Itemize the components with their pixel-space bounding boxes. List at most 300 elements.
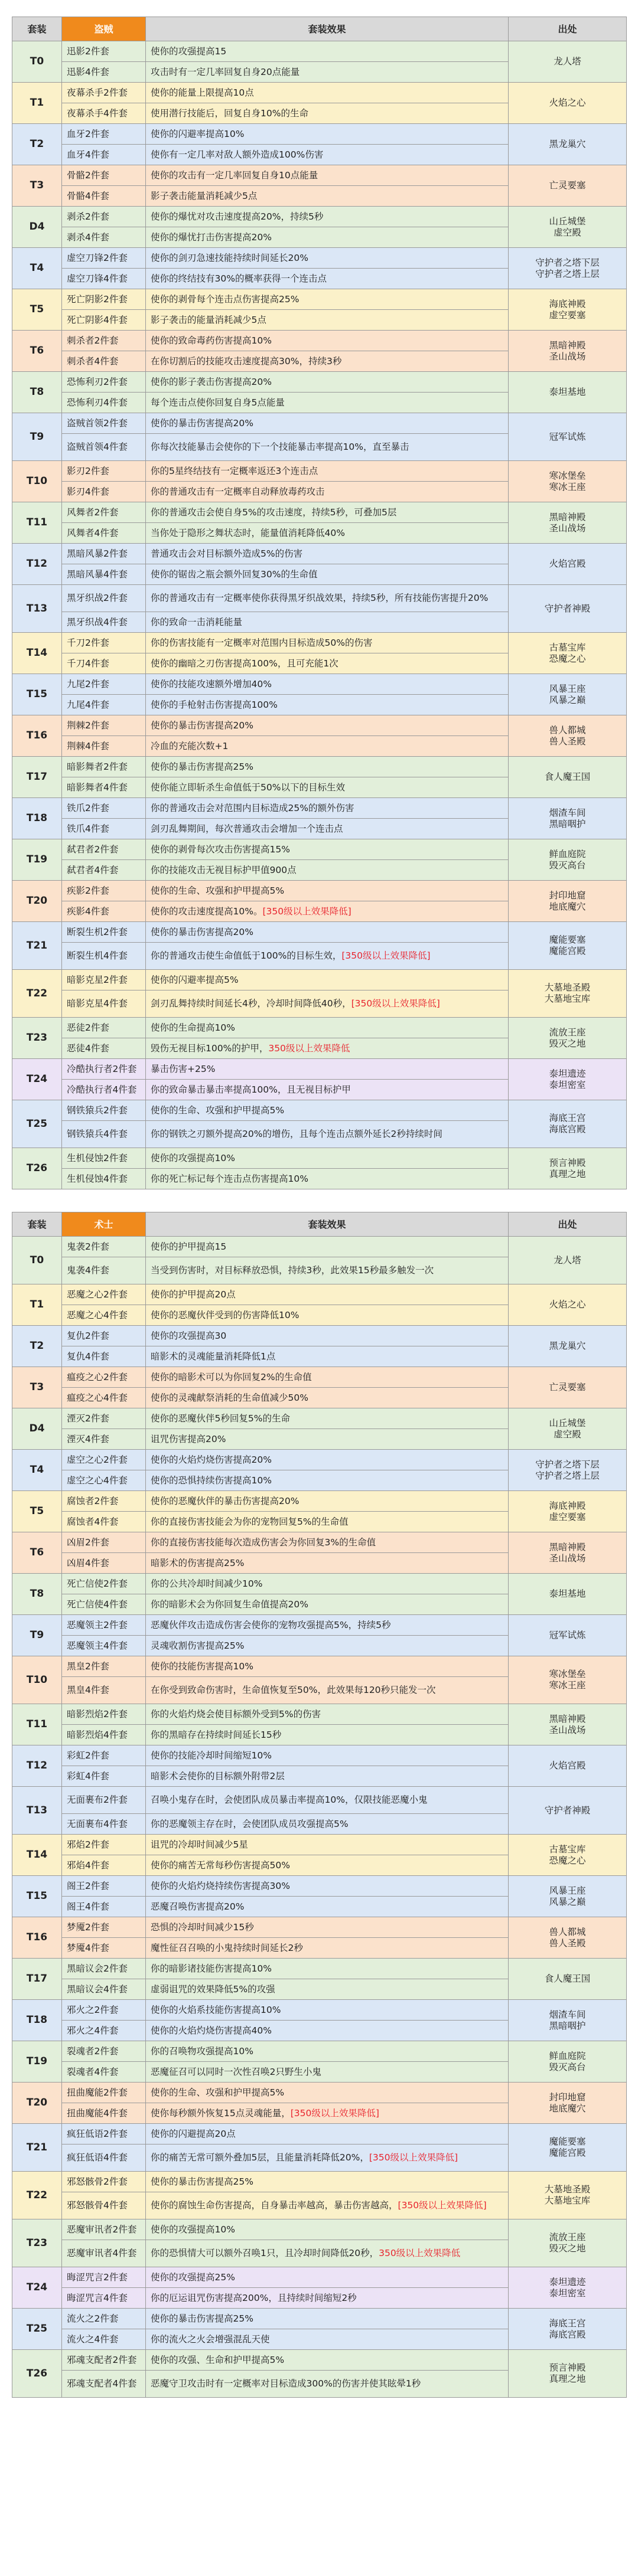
set-name-cell: 邪火之2件套	[62, 2000, 146, 2021]
source-cell: 泰坦遗迹 泰坦密室	[509, 1059, 627, 1100]
level-note: [350级以上效果降低]	[351, 998, 440, 1009]
effect-cell: 使你的暗影术可以为你回复2%的生命值	[146, 1367, 509, 1388]
table-row	[12, 372, 627, 393]
set-name-cell: 断裂生机2件套	[62, 922, 146, 943]
set-name-cell: 恐怖利刃4件套	[62, 393, 146, 413]
tier-cell: T20	[12, 2083, 62, 2124]
level-note: [350级以上效果降低]	[341, 950, 431, 961]
effect-cell: 使你的暴击伤害提高20%	[146, 413, 509, 434]
table-row	[12, 1408, 627, 1429]
source-cell: 冠军试炼	[509, 413, 627, 461]
set-name-cell: 恶魔领主4件套	[62, 1636, 146, 1656]
effect-cell: 你的普通攻击有一定概率使你获得黑牙织战效果，持续5秒，所有技能伤害提升20%	[146, 585, 509, 612]
set-name-cell: 盗贼首领2件套	[62, 413, 146, 434]
effect-cell: 使你的攻强、生命和护甲提高5%	[146, 2350, 509, 2371]
table-gap	[12, 1189, 626, 1212]
set-name-cell: 冷酷执行者4件套	[62, 1080, 146, 1100]
effect-cell: 攻击时有一定几率回复自身20点能量	[146, 62, 509, 83]
effect-cell: 你的直接伤害技能每次造成伤害会为你回复3%的生命值	[146, 1532, 509, 1553]
tier-cell: T16	[12, 1917, 62, 1959]
source-cell: 预言神殿 真理之地	[509, 1148, 627, 1189]
effect-cell: 使你的火焰灼烧伤害提高20%	[146, 1450, 509, 1470]
tier-cell: T4	[12, 1450, 62, 1491]
source-cell: 冠军试炼	[509, 1615, 627, 1656]
tier-cell: T5	[12, 1491, 62, 1532]
effect-cell: 暗影术的灵魂能量消耗降低1点	[146, 1346, 509, 1367]
tier-cell: T0	[12, 1237, 62, 1284]
table-row	[12, 585, 627, 612]
set-name-cell: 生机侵蚀4件套	[62, 1169, 146, 1189]
set-name-cell: 荆棘2件套	[62, 715, 146, 736]
effect-cell: 使你的影子袭击伤害提高20%	[146, 372, 509, 393]
set-name-cell: 瘟疫之心2件套	[62, 1367, 146, 1388]
tier-cell: T15	[12, 1876, 62, 1917]
effect-cell: 使你的攻强提高25%	[146, 2267, 509, 2288]
set-name-cell: 弑君者2件套	[62, 839, 146, 860]
set-name-cell: 恶魔领主2件套	[62, 1615, 146, 1636]
table-row	[12, 1491, 627, 1512]
effect-cell: 暗影术的伤害提高25%	[146, 1553, 509, 1574]
table-row	[12, 1450, 627, 1470]
effect-cell: 使你的生命、攻强和护甲提高5%	[146, 1100, 509, 1121]
set-name-cell: 鬼袭2件套	[62, 1237, 146, 1257]
effect-cell: 你的恶魔领主存在时，会使团队成员攻强提高5%	[146, 1814, 509, 1835]
table-row	[12, 2309, 627, 2329]
effect-cell: 使你的护甲提高20点	[146, 1284, 509, 1305]
table-row	[12, 1656, 627, 1677]
set-name-cell: 风舞者4件套	[62, 523, 146, 544]
tier-cell: T26	[12, 2350, 62, 2398]
set-name-cell: 鬼袭4件套	[62, 1257, 146, 1284]
set-name-cell: 扭曲魔能4件套	[62, 2103, 146, 2124]
source-cell: 火焰宫殿	[509, 544, 627, 585]
set-name-cell: 邪火之4件套	[62, 2021, 146, 2041]
table-row	[12, 289, 627, 310]
tier-cell: T24	[12, 2267, 62, 2309]
source-cell: 流放王座 毁灭之地	[509, 1018, 627, 1059]
effect-cell: 灵魂收割伤害提高25%	[146, 1636, 509, 1656]
table-row	[12, 124, 627, 145]
effect-cell: 使你的闪避率提高10%	[146, 124, 509, 145]
tier-cell: T14	[12, 1835, 62, 1876]
tier-cell: T3	[12, 1367, 62, 1408]
effect-cell: 使你的锯齿之瓶会额外回复30%的生命值	[146, 564, 509, 585]
set-name-cell: 暗影克星4件套	[62, 990, 146, 1018]
tier-cell: T18	[12, 798, 62, 839]
set-tables	[12, 17, 626, 2398]
effect-cell: 使你的攻强提高10%	[146, 2219, 509, 2240]
set-name-cell: 铁爪2件套	[62, 798, 146, 819]
set-name-cell: 黑暗议会2件套	[62, 1959, 146, 1979]
tier-cell: T23	[12, 2219, 62, 2267]
set-name-cell: 骨骼4件套	[62, 186, 146, 207]
set-name-cell: 黑牙织战4件套	[62, 612, 146, 633]
set-name-cell: 虚空刀锋4件套	[62, 269, 146, 289]
set-name-cell: 千刀4件套	[62, 653, 146, 674]
effect-cell: 你的恐惧情大可以额外召唤1只，且冷却时间降低20秒，350级以上效果降低	[146, 2240, 509, 2267]
header-set: 套装	[12, 1212, 62, 1237]
set-name-cell: 邪魂支配者2件套	[62, 2350, 146, 2371]
set-name-cell: 恶魔之心4件套	[62, 1305, 146, 1326]
set-name-cell: 恶魔审讯者2件套	[62, 2219, 146, 2240]
header-source: 出处	[509, 1212, 627, 1237]
effect-cell: 使你每秒额外恢复15点灵魂能量，[350级以上效果降低]	[146, 2103, 509, 2124]
tier-cell: T9	[12, 413, 62, 461]
effect-cell: 你的普通攻击使生命值低于100%的目标生效，[350级以上效果降低]	[146, 943, 509, 970]
effect-cell: 使你的护甲提高15	[146, 1237, 509, 1257]
effect-cell: 你每次技能暴击会使你的下一个技能暴击率提高10%，直至暴击	[146, 434, 509, 461]
source-cell: 海底王宫 海底宫殿	[509, 1100, 627, 1148]
header-effect: 套装效果	[146, 1212, 509, 1237]
table-row	[12, 1284, 627, 1305]
page	[12, 0, 626, 2398]
table-row	[12, 881, 627, 901]
table-row	[12, 544, 627, 564]
source-cell: 黑暗神殿 圣山战场	[509, 502, 627, 544]
set-name-cell: 铁爪4件套	[62, 819, 146, 839]
set-name-cell: 暗影克星2件套	[62, 970, 146, 990]
header-set: 套装	[12, 17, 62, 41]
effect-cell: 你的暗影术会为你回复生命值提高20%	[146, 1594, 509, 1615]
source-cell: 海底神殿 虚空要塞	[509, 1491, 627, 1532]
effect-cell: 使你的恶魔伙伴的暴击伤害提高20%	[146, 1491, 509, 1512]
tier-cell: T14	[12, 633, 62, 674]
table-row	[12, 2124, 627, 2145]
table-row	[12, 1148, 627, 1169]
header-class: 术士	[62, 1212, 146, 1237]
source-cell: 守护者神殿	[509, 585, 627, 633]
set-name-cell: 死亡阴影2件套	[62, 289, 146, 310]
table-row	[12, 1876, 627, 1897]
tier-cell: T2	[12, 1326, 62, 1367]
set-name-cell: 刺杀者4件套	[62, 351, 146, 372]
effect-cell: 使你的生命提高10%	[146, 1018, 509, 1038]
source-cell: 亡灵要塞	[509, 1367, 627, 1408]
effect-cell: 暗影术会使你的目标额外附带2层	[146, 1766, 509, 1787]
table-row	[12, 674, 627, 695]
effect-cell: 使你的技能冷却时间缩短10%	[146, 1745, 509, 1766]
effect-cell: 冷血的充能次数+1	[146, 736, 509, 757]
effect-cell: 使你的腐蚀生命伤害提高，自身暴击率越高，暴击伤害越高，[350级以上效果降低]	[146, 2192, 509, 2219]
source-cell: 泰坦基地	[509, 1574, 627, 1615]
tier-cell: T2	[12, 124, 62, 165]
source-cell: 兽人都城 兽人圣殿	[509, 715, 627, 757]
effect-cell: 虚弱诅咒的效果降低5%的攻强	[146, 1979, 509, 2000]
set-name-cell: 邪焰4件套	[62, 1855, 146, 1876]
tier-cell: T20	[12, 881, 62, 922]
table-row	[12, 1745, 627, 1766]
source-cell: 火焰宫殿	[509, 1745, 627, 1787]
table-row	[12, 1326, 627, 1346]
effect-cell: 使你的致命毒药伤害提高10%	[146, 331, 509, 351]
source-cell: 寒冰堡垒 寒冰王座	[509, 1656, 627, 1704]
set-name-cell: 疯狂低语2件套	[62, 2124, 146, 2145]
set-name-cell: 断裂生机4件套	[62, 943, 146, 970]
table-row	[12, 1787, 627, 1814]
source-cell: 封印地窟 地底魔穴	[509, 2083, 627, 2124]
source-cell: 兽人都城 兽人圣殿	[509, 1917, 627, 1959]
tier-cell: T12	[12, 544, 62, 585]
source-cell: 火焰之心	[509, 1284, 627, 1326]
set-name-cell: 湮灭4件套	[62, 1429, 146, 1450]
table-row	[12, 1704, 627, 1725]
tier-cell: T25	[12, 2309, 62, 2350]
set-name-cell: 虚空刀锋2件套	[62, 248, 146, 269]
effect-cell: 使你的攻击速度提高10%。[350级以上效果降低]	[146, 901, 509, 922]
table-row	[12, 331, 627, 351]
tier-cell: T1	[12, 83, 62, 124]
tier-cell: D4	[12, 207, 62, 248]
tier-cell: T18	[12, 2000, 62, 2041]
table-row	[12, 461, 627, 482]
set-name-cell: 影刃2件套	[62, 461, 146, 482]
table-row	[12, 83, 627, 103]
tier-cell: T1	[12, 1284, 62, 1326]
table-row	[12, 2083, 627, 2103]
source-cell: 烟渣车间 黑暗咽护	[509, 2000, 627, 2041]
set-name-cell: 复仇4件套	[62, 1346, 146, 1367]
tier-cell: T3	[12, 165, 62, 207]
source-cell: 食人魔王国	[509, 757, 627, 798]
set-name-cell: 邪怒骸骨2件套	[62, 2172, 146, 2192]
set-name-cell: 疾影2件套	[62, 881, 146, 901]
source-cell: 大墓地圣殿 大墓地宝库	[509, 2172, 627, 2219]
tier-cell: T15	[12, 674, 62, 715]
set-name-cell: 恶徒4件套	[62, 1038, 146, 1059]
set-name-cell: 黑暗风暴2件套	[62, 544, 146, 564]
effect-cell: 使你的攻强提高10%	[146, 1148, 509, 1169]
effect-cell: 诅咒的冷却时间减少5星	[146, 1835, 509, 1855]
set-name-cell: 冷酷执行者2件套	[62, 1059, 146, 1080]
tier-cell: T17	[12, 757, 62, 798]
effect-cell: 使你的生命、攻强和护甲提高5%	[146, 2083, 509, 2103]
level-note: [350级以上效果降低]	[262, 905, 351, 917]
table-row	[12, 1100, 627, 1121]
table-row	[12, 1018, 627, 1038]
tier-cell: T4	[12, 248, 62, 289]
set-name-cell: 钢铁猿兵4件套	[62, 1121, 146, 1148]
set-name-cell: 恶徒2件套	[62, 1018, 146, 1038]
tier-cell: T9	[12, 1615, 62, 1656]
set-name-cell: 扭曲魔能2件套	[62, 2083, 146, 2103]
source-cell: 龙人塔	[509, 1237, 627, 1284]
effect-cell: 恶魔召唤伤害提高20%	[146, 1897, 509, 1917]
set-name-cell: 迅影2件套	[62, 41, 146, 62]
effect-cell: 使你的爆忧对攻击速度提高20%，持续5秒	[146, 207, 509, 227]
level-note: [350级以上效果降低]	[290, 2107, 379, 2119]
effect-cell: 使你的暴击伤害提高25%	[146, 2172, 509, 2192]
source-cell: 古墓宝库 恐魔之心	[509, 1835, 627, 1876]
effect-cell: 在你切割后的技能攻击速度提高30%，持续3秒	[146, 351, 509, 372]
set-name-cell: 恶魔审讯者4件套	[62, 2240, 146, 2267]
source-cell: 流放王座 毁灭之地	[509, 2219, 627, 2267]
source-cell: 鲜血庭院 毁灭高台	[509, 839, 627, 881]
effect-cell: 你的技能攻击无视目标护甲值900点	[146, 860, 509, 881]
source-cell: 火焰之心	[509, 83, 627, 124]
set-name-cell: 骨骼2件套	[62, 165, 146, 186]
source-cell: 魔能要塞 魔能宫殿	[509, 922, 627, 970]
effect-cell: 你的5星终结技有一定概率返还3个连击点	[146, 461, 509, 482]
set-name-cell: 无面裹布4件套	[62, 1814, 146, 1835]
set-name-cell: 彩虹4件套	[62, 1766, 146, 1787]
tier-cell: T25	[12, 1100, 62, 1148]
effect-cell: 你的流火之火会增强混乱天使	[146, 2329, 509, 2350]
effect-cell: 使你的火焰系技能伤害提高10%	[146, 2000, 509, 2021]
effect-cell: 使你的暴击伤害提高20%	[146, 922, 509, 943]
set-name-cell: 凶眉2件套	[62, 1532, 146, 1553]
effect-cell: 诅咒伤害提高20%	[146, 1429, 509, 1450]
set-name-cell: 阁王4件套	[62, 1897, 146, 1917]
tier-cell: T19	[12, 2041, 62, 2083]
effect-cell: 使你的幽暗之刃伤害提高100%，且可充能1次	[146, 653, 509, 674]
table-row	[12, 633, 627, 653]
tier-cell: T12	[12, 1745, 62, 1787]
set-name-cell: 影刃4件套	[62, 482, 146, 502]
set-name-cell: 阁王2件套	[62, 1876, 146, 1897]
source-cell: 黑暗神殿 圣山战场	[509, 331, 627, 372]
set-name-cell: 暗影烈焰4件套	[62, 1725, 146, 1745]
effect-cell: 在你受到致命伤害时，生命值恢复至50%，此效果每120秒只能发一次	[146, 1677, 509, 1704]
effect-cell: 你的暗影诸技能伤害提高10%	[146, 1959, 509, 1979]
set-name-cell: 暗影烈焰2件套	[62, 1704, 146, 1725]
set-name-cell: 裂魂者2件套	[62, 2041, 146, 2062]
effect-cell: 你的死亡标记每个连击点伤害提高10%	[146, 1169, 509, 1189]
table-row	[12, 2350, 627, 2371]
effect-cell: 当你处于隐形之舞状态时，能量值消耗降低40%	[146, 523, 509, 544]
set-name-cell: 暗影舞者4件套	[62, 777, 146, 798]
source-cell: 海底神殿 虚空要塞	[509, 289, 627, 331]
table-row	[12, 2219, 627, 2240]
table-row	[12, 1959, 627, 1979]
effect-cell: 恐惧的冷却时间减少15秒	[146, 1917, 509, 1938]
set-name-cell: 千刀2件套	[62, 633, 146, 653]
tier-cell: T11	[12, 1704, 62, 1745]
effect-cell: 使你的技能攻速额外增加40%	[146, 674, 509, 695]
table-row	[12, 41, 627, 62]
effect-cell: 使你能立即斩杀生命值低于50%以下的目标生效	[146, 777, 509, 798]
source-cell: 山丘城堡 虚空殿	[509, 1408, 627, 1450]
header-row	[12, 1212, 627, 1237]
effect-cell: 当受到伤害时，对目标释放恐惧，持续3秒，此效果15秒最多触发一次	[146, 1257, 509, 1284]
tier-cell: T21	[12, 922, 62, 970]
tier-cell: T24	[12, 1059, 62, 1100]
set-name-cell: 盗贼首领4件套	[62, 434, 146, 461]
table-row	[12, 413, 627, 434]
effect-cell: 剑刃乱舞期间，每次普通攻击会增加一个连击点	[146, 819, 509, 839]
effect-cell: 使你的手枪射击伤害提高100%	[146, 695, 509, 715]
header-class: 盗贼	[62, 17, 146, 41]
effect-cell: 恶魔伙伴攻击造成伤害会使你的宠物攻强提高5%，持续5秒	[146, 1615, 509, 1636]
tier-cell: T6	[12, 331, 62, 372]
header-source: 出处	[509, 17, 627, 41]
set-name-cell: 刺杀者2件套	[62, 331, 146, 351]
tier-cell: T22	[12, 2172, 62, 2219]
source-cell: 风暴王座 风暴之巅	[509, 674, 627, 715]
set-name-cell: 梦魇4件套	[62, 1938, 146, 1959]
table-row	[12, 1237, 627, 1257]
effect-cell: 使你的暴击伤害提高20%	[146, 715, 509, 736]
set-name-cell: 腐蚀者2件套	[62, 1491, 146, 1512]
table-row	[12, 922, 627, 943]
tier-cell: T8	[12, 372, 62, 413]
source-cell: 烟渣车间 黑暗咽护	[509, 798, 627, 839]
table-row	[12, 1367, 627, 1388]
effect-cell: 使你的暴击伤害提高25%	[146, 757, 509, 777]
table-row	[12, 1059, 627, 1080]
tier-cell: T0	[12, 41, 62, 83]
effect-cell: 使你的终结技有30%的概率获得一个连击点	[146, 269, 509, 289]
effect-cell: 你的厄运诅咒伤害提高200%，且持续时间缩短2秒	[146, 2288, 509, 2309]
set-name-cell: 晦涩咒言2件套	[62, 2267, 146, 2288]
effect-cell: 恶魔守卫攻击时有一定概率对目标造成300%的伤害并使其眩晕1秒	[146, 2371, 509, 2398]
set-name-cell: 黑暗风暴4件套	[62, 564, 146, 585]
source-cell: 守护者神殿	[509, 1787, 627, 1835]
effect-cell: 每个连击点使你回复自身5点能量	[146, 393, 509, 413]
effect-cell: 毁伤无视目标100%的护甲，350级以上效果降低	[146, 1038, 509, 1059]
table-row	[12, 970, 627, 990]
effect-cell: 你的普通攻击会对范围内目标造成25%的额外伤害	[146, 798, 509, 819]
source-cell: 黑龙巢穴	[509, 124, 627, 165]
set-name-cell: 邪怒骸骨4件套	[62, 2192, 146, 2219]
source-cell: 鲜血庭院 毁灭高台	[509, 2041, 627, 2083]
effect-cell: 使你的攻击有一定几率回复自身10点能量	[146, 165, 509, 186]
effect-cell: 使你有一定几率对敌人额外造成100%伤害	[146, 145, 509, 165]
set-name-cell: 恐怖利刃2件套	[62, 372, 146, 393]
tier-cell: T8	[12, 1574, 62, 1615]
tier-cell: T13	[12, 585, 62, 633]
set-name-cell: 梦魇2件套	[62, 1917, 146, 1938]
level-note: 350级以上效果降低	[268, 1042, 350, 1054]
set-name-cell: 生机侵蚀2件套	[62, 1148, 146, 1169]
level-note: 350级以上效果降低	[379, 2248, 461, 2258]
source-cell: 魔能要塞 魔能宫殿	[509, 2124, 627, 2172]
source-cell: 预言神殿 真理之地	[509, 2350, 627, 2398]
set-name-cell: 九尾2件套	[62, 674, 146, 695]
effect-cell: 你的致命暴击暴击率提高100%，且无视目标护甲	[146, 1080, 509, 1100]
source-cell: 黑龙巢穴	[509, 1326, 627, 1367]
set-name-cell: 恶魔之心2件套	[62, 1284, 146, 1305]
source-cell: 大墓地圣殿 大墓地宝库	[509, 970, 627, 1018]
effect-cell: 使你的恐惧持续伤害提高10%	[146, 1470, 509, 1491]
set-name-cell: 疾影4件套	[62, 901, 146, 922]
set-name-cell: 迅影4件套	[62, 62, 146, 83]
effect-cell: 暴击伤害+25%	[146, 1059, 509, 1080]
set-name-cell: 瘟疫之心4件套	[62, 1388, 146, 1408]
set-name-cell: 死亡信使2件套	[62, 1574, 146, 1594]
effect-cell: 使你的暴击伤害提高25%	[146, 2309, 509, 2329]
tier-cell: T16	[12, 715, 62, 757]
effect-cell: 使你的痛苦无常每秒伤害提高50%	[146, 1855, 509, 1876]
tier-cell: T21	[12, 2124, 62, 2172]
effect-cell: 你的钢铁之刃额外提高20%的增伤，且每个连击点额外延长2秒持续时间	[146, 1121, 509, 1148]
header-effect: 套装效果	[146, 17, 509, 41]
source-cell: 寒冰堡垒 寒冰王座	[509, 461, 627, 502]
set-name-cell: 死亡阴影4件套	[62, 310, 146, 331]
set-name-cell: 暗影舞者2件套	[62, 757, 146, 777]
set-name-cell: 黑牙织战2件套	[62, 585, 146, 612]
set-name-cell: 死亡信使4件套	[62, 1594, 146, 1615]
effect-cell: 使你的剥骨每个连击点伤害提高25%	[146, 289, 509, 310]
source-cell: 守护者之塔下层 守护者之塔上层	[509, 1450, 627, 1491]
source-cell: 泰坦遗迹 泰坦密室	[509, 2267, 627, 2309]
tier-cell: T10	[12, 1656, 62, 1704]
table-row	[12, 2000, 627, 2021]
set-name-cell: 邪焰2件套	[62, 1835, 146, 1855]
set-name-cell: 黑暗议会4件套	[62, 1979, 146, 2000]
effect-cell: 使你的火焰灼烧伤害提高40%	[146, 2021, 509, 2041]
effect-cell: 你的召唤物攻强提高10%	[146, 2041, 509, 2062]
effect-cell: 使你的剑刃急速技能持续时间延长20%	[146, 248, 509, 269]
